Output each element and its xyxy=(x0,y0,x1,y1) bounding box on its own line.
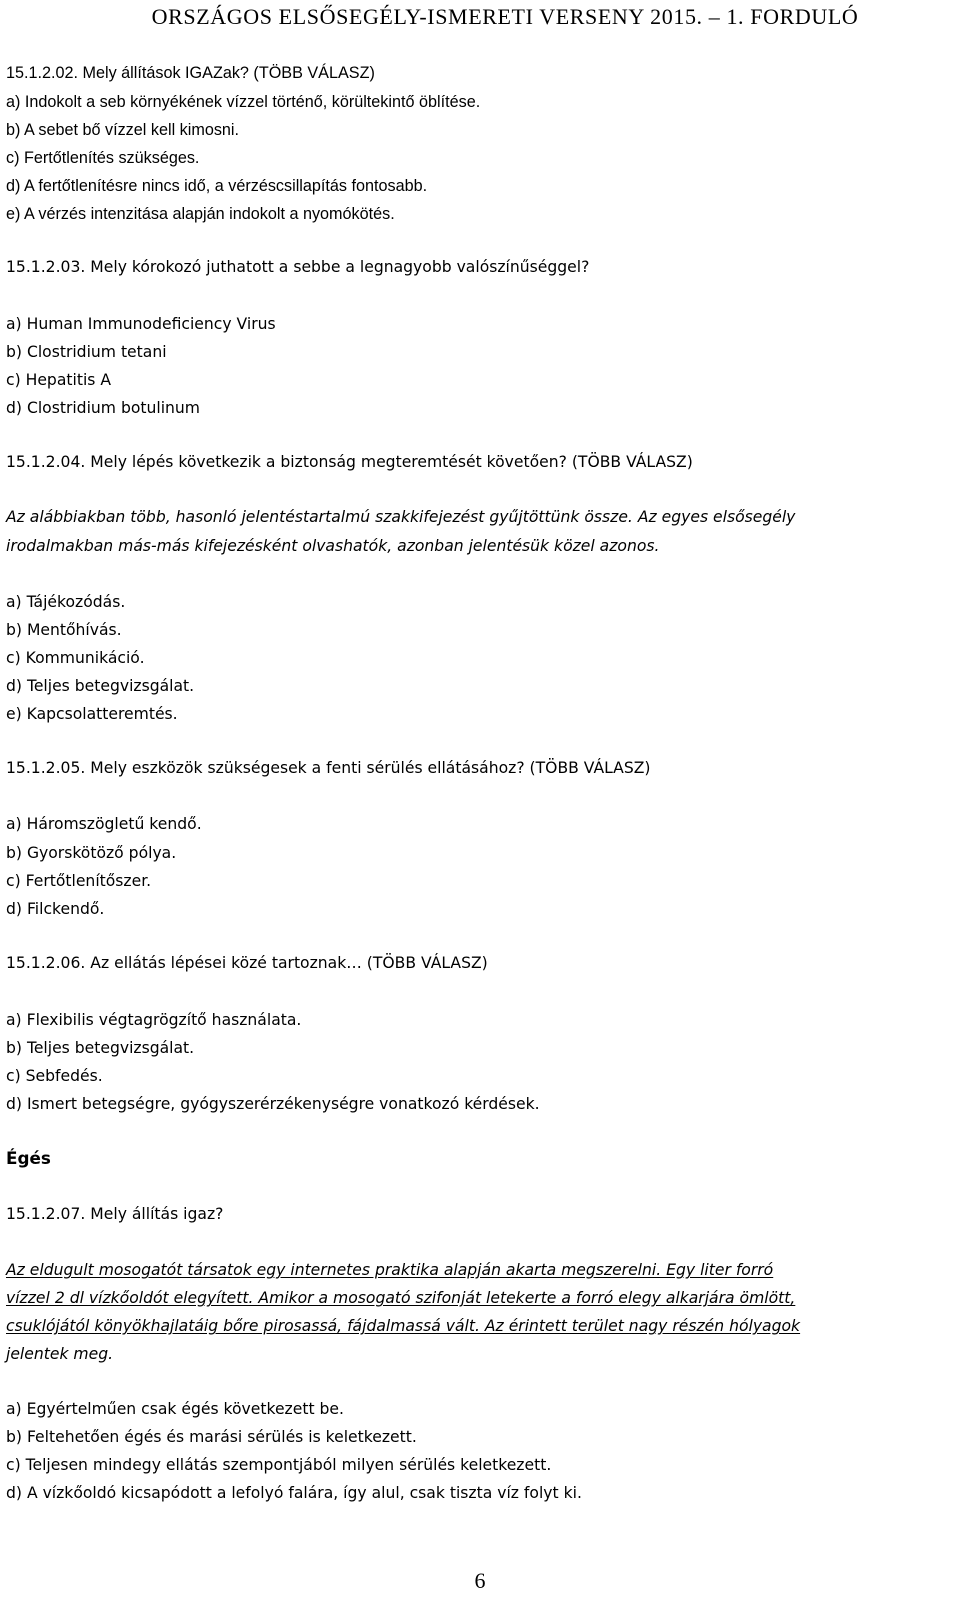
question-03-option-d: d) Clostridium botulinum xyxy=(6,399,201,417)
question-06-option-d: d) Ismert betegségre, gyógyszerérzékenységre vonatkozó kérdések. xyxy=(6,1095,540,1113)
question-07-title: 15.1.2.07. Mely állítás igaz? xyxy=(6,1205,224,1223)
question-02-option-e: e) A vérzés intenzitása alapján indokolt a nyomókötés. xyxy=(6,205,395,223)
question-07-option-d: d) A vízkőoldó kicsapódott a lefolyó falára, így alul, csak tiszta víz folyt ki. xyxy=(6,1484,582,1502)
question-05-title: 15.1.2.05. Mely eszközök szükségesek a fenti sérülés ellátásához? (TÖBB VÁLASZ) xyxy=(6,759,651,777)
question-04-option-c: c) Kommunikáció. xyxy=(6,649,145,667)
question-02-option-d: d) A fertőtlenítésre nincs idő, a vérzéscsillapítás fontosabb. xyxy=(6,177,428,195)
question-05-option-c: c) Fertőtlenítőszer. xyxy=(6,872,152,890)
question-03-option-c: c) Hepatitis A xyxy=(6,371,112,389)
question-04-note-line-1: Az alábbiakban több, hasonló jelentéstartalmú szakkifejezést gyűjtöttünk össze. Az egyes elsősegély xyxy=(6,508,796,526)
question-07-option-a: a) Egyértelműen csak égés következett be. xyxy=(6,1400,344,1418)
question-04-title: 15.1.2.04. Mely lépés következik a biztonság megteremtését követően? (TÖBB VÁLASZ) xyxy=(6,453,693,471)
question-06-option-b: b) Teljes betegvizsgálat. xyxy=(6,1039,195,1057)
section-title-burns: Égés xyxy=(6,1148,51,1168)
question-06-option-a: a) Flexibilis végtagrögzítő használata. xyxy=(6,1011,302,1029)
question-04-note-line-2: irodalmakban más-más kifejezésként olvashatók, azonban jelentésük közel azonos. xyxy=(6,537,660,555)
question-05-option-d: d) Filckendő. xyxy=(6,900,105,918)
question-05-option-a: a) Háromszögletű kendő. xyxy=(6,815,202,833)
question-07-scenario-line-3: csuklójától könyökhajlatáig bőre pirosassá, fájdalmassá vált. Az érintett terület nagy részén hólyagok xyxy=(6,1317,801,1335)
question-04-option-b: b) Mentőhívás. xyxy=(6,621,122,639)
question-02-title: 15.1.2.02. Mely állítások IGAZak? (TÖBB VÁLASZ) xyxy=(6,64,375,82)
question-07-scenario-line-2: vízzel 2 dl vízkőoldót elegyített. Amikor a mosogató szifonját letekerte a forró elegy alkarjára ömlött, xyxy=(6,1289,796,1307)
page-header: ORSZÁGOS ELSŐSEGÉLY-ISMERETI VERSENY 2015. – 1. FORDULÓ xyxy=(151,4,859,29)
question-06-title: 15.1.2.06. Az ellátás lépései közé tartoznak… (TÖBB VÁLASZ) xyxy=(6,954,488,972)
question-05-option-b: b) Gyorskötöző pólya. xyxy=(6,844,177,862)
question-07-option-c: c) Teljesen mindegy ellátás szempontjából milyen sérülés keletkezett. xyxy=(6,1456,552,1474)
question-03-title: 15.1.2.03. Mely kórokozó juthatott a sebbe a legnagyobb valószínűséggel? xyxy=(6,258,590,276)
question-03-option-b: b) Clostridium tetani xyxy=(6,343,167,361)
question-02-option-c: c) Fertőtlenítés szükséges. xyxy=(6,149,200,167)
question-07-option-b: b) Feltehetően égés és marási sérülés is keletkezett. xyxy=(6,1428,417,1446)
question-02-option-b: b) A sebet bő vízzel kell kimosni. xyxy=(6,121,240,139)
question-06-option-c: c) Sebfedés. xyxy=(6,1067,103,1085)
question-04-option-a: a) Tájékozódás. xyxy=(6,593,126,611)
question-04-option-e: e) Kapcsolatteremtés. xyxy=(6,705,178,723)
question-03-option-a: a) Human Immunodeficiency Virus xyxy=(6,315,276,333)
question-07-scenario-line-4: jelentek meg. xyxy=(6,1345,114,1363)
question-02-option-a: a) Indokolt a seb környékének vízzel történő, körültekintő öblítése. xyxy=(6,93,481,111)
page-number: 6 xyxy=(474,1568,486,1593)
question-07-scenario-line-1: Az eldugult mosogatót társatok egy internetes praktika alapján akarta megszerelni. Egy liter forró xyxy=(6,1261,774,1279)
question-04-option-d: d) Teljes betegvizsgálat. xyxy=(6,677,195,695)
